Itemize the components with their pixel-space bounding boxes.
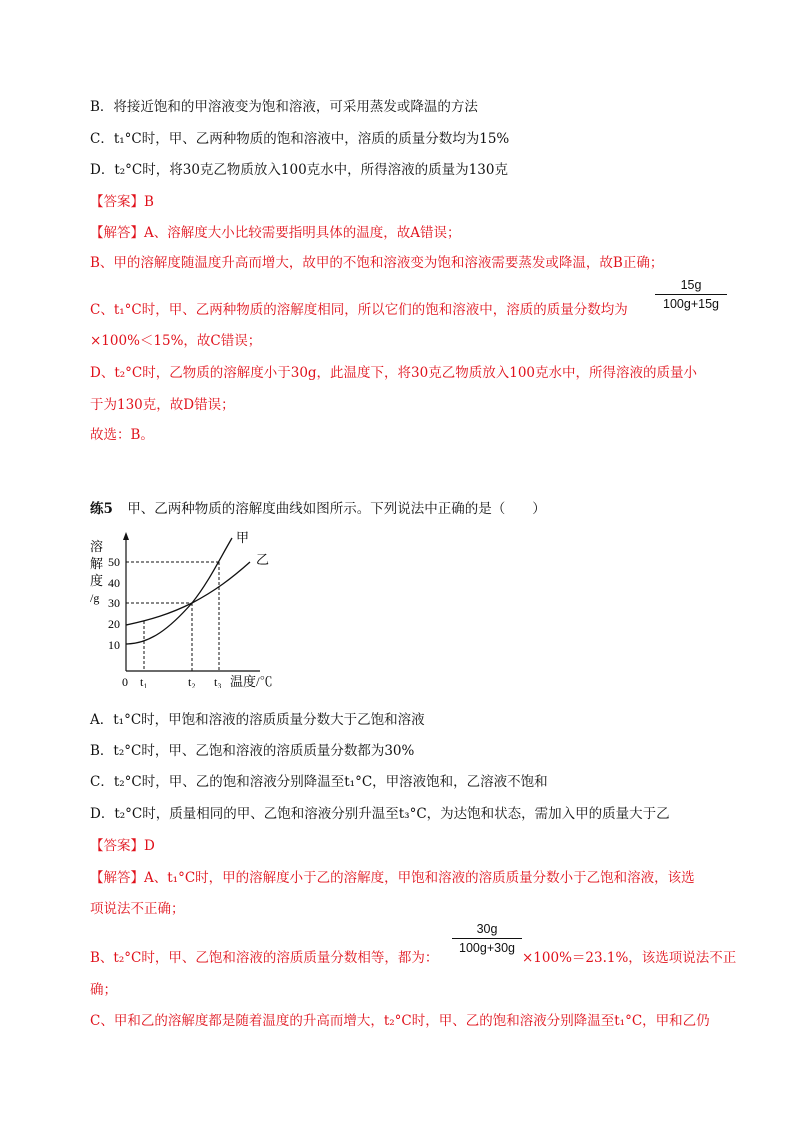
- explanation-c-prev: C、t₁°C时，甲、乙两种物质的溶解度相同，所以它们的饱和溶液中，溶质的质量分数均为: [90, 302, 628, 318]
- x-tick-0: 0: [122, 675, 128, 688]
- explanation-b-prev: B、甲的溶解度随温度升高而增大，故甲的不饱和溶液变为饱和溶液需要蒸发或降温，故B正确；: [90, 255, 664, 271]
- fraction-bar: [655, 294, 727, 295]
- explanation-d-prev-cont: 于为130克，故D错误；: [90, 397, 235, 413]
- curve-yi: [126, 562, 250, 625]
- curve-jia: [126, 538, 232, 644]
- explanation-c: C、甲和乙的溶解度都是随着温度的升高而增大，t₂°C时，甲、乙的饱和溶液分别降温至t₁°C，甲和乙仍: [90, 1013, 710, 1029]
- question-number: 练5: [90, 501, 113, 517]
- fraction-numerator: 15g: [680, 278, 702, 292]
- explanation-b: B、t₂°C时，甲、乙饱和溶液的溶质质量分数相等，都为：: [90, 950, 439, 966]
- answer: 【答案】D: [90, 838, 155, 854]
- explanation-b-cont: 确；: [90, 982, 117, 998]
- question-stem: 甲、乙两种物质的溶解度曲线如图所示。下列说法中正确的是（ ）: [127, 501, 546, 517]
- option-d: D．t₂°C时，质量相同的甲、乙饱和溶液分别升温至t₃°C，为达饱和状态，需加入甲的质量大于乙: [90, 806, 670, 822]
- fraction-30g: [452, 922, 522, 955]
- x-tick-t2: t₂: [188, 675, 196, 688]
- curve-yi-label: 乙: [256, 552, 270, 567]
- explanation-c-prev-cont: ×100%＜15%，故C错误；: [90, 333, 262, 349]
- fraction-denominator: 100g+15g: [663, 297, 719, 311]
- y-axis-arrow: [123, 532, 129, 540]
- x-tick-t1: t₁: [140, 675, 148, 688]
- answer-prev: 【答案】B: [90, 194, 154, 210]
- option-c-prev: C．t₁°C时，甲、乙两种物质的饱和溶液中，溶质的质量分数均为15%: [90, 131, 510, 147]
- y-tick-10: 10: [108, 638, 120, 652]
- explanation-d-prev: D、t₂°C时，乙物质的溶解度小于30g，此温度下，将30克乙物质放入100克水中，所得溶液的质量小: [90, 365, 698, 381]
- curve-jia-label: 甲: [236, 530, 250, 545]
- explanation-a: 【解答】A、t₁°C时，甲的溶解度小于乙的溶解度，甲饱和溶液的溶质质量分数小于乙饱和溶液，该选: [90, 870, 695, 886]
- y-label-char-1: 溶: [90, 539, 104, 554]
- option-c: C．t₂°C时，甲、乙的饱和溶液分别降温至t₁°C，甲溶液饱和，乙溶液不饱和: [90, 774, 548, 790]
- x-tick-t3: t₃: [214, 675, 222, 688]
- y-tick-20: 20: [108, 617, 120, 631]
- x-label: 温度/℃: [230, 674, 273, 688]
- fraction-denominator: 100g+30g: [459, 941, 515, 955]
- y-label-char-4: /g: [90, 591, 100, 605]
- option-d-prev: D．t₂°C时，将30克乙物质放入100克水中，所得溶液的质量为130克: [90, 162, 508, 178]
- option-a: A．t₁°C时，甲饱和溶液的溶质质量分数大于乙饱和溶液: [90, 712, 425, 728]
- y-label-char-2: 解: [90, 556, 104, 571]
- explanation-a-cont: 项说法不正确；: [90, 901, 185, 917]
- y-tick-40: 40: [108, 576, 120, 590]
- option-b-prev: B．将接近饱和的甲溶液变为饱和溶液，可采用蒸发或降温的方法: [90, 99, 478, 115]
- fraction-bar: [452, 938, 522, 939]
- fraction-numerator: 30g: [476, 922, 498, 936]
- option-b: B．t₂°C时，甲、乙饱和溶液的溶质质量分数都为30%: [90, 743, 415, 759]
- y-tick-30: 30: [108, 596, 120, 610]
- question-5: [90, 499, 546, 519]
- y-tick-50: 50: [108, 555, 120, 569]
- explanation-b-result: ×100%＝23.1%，该选项说法不正: [522, 950, 737, 966]
- y-label-char-3: 度: [90, 573, 104, 588]
- final-choice-prev: 故选：B。: [90, 427, 154, 443]
- solubility-curve-figure: [80, 528, 290, 688]
- fraction-15g: [655, 278, 727, 311]
- explanation-a-prev: 【解答】A、溶解度大小比较需要指明具体的温度，故A错误；: [90, 225, 461, 241]
